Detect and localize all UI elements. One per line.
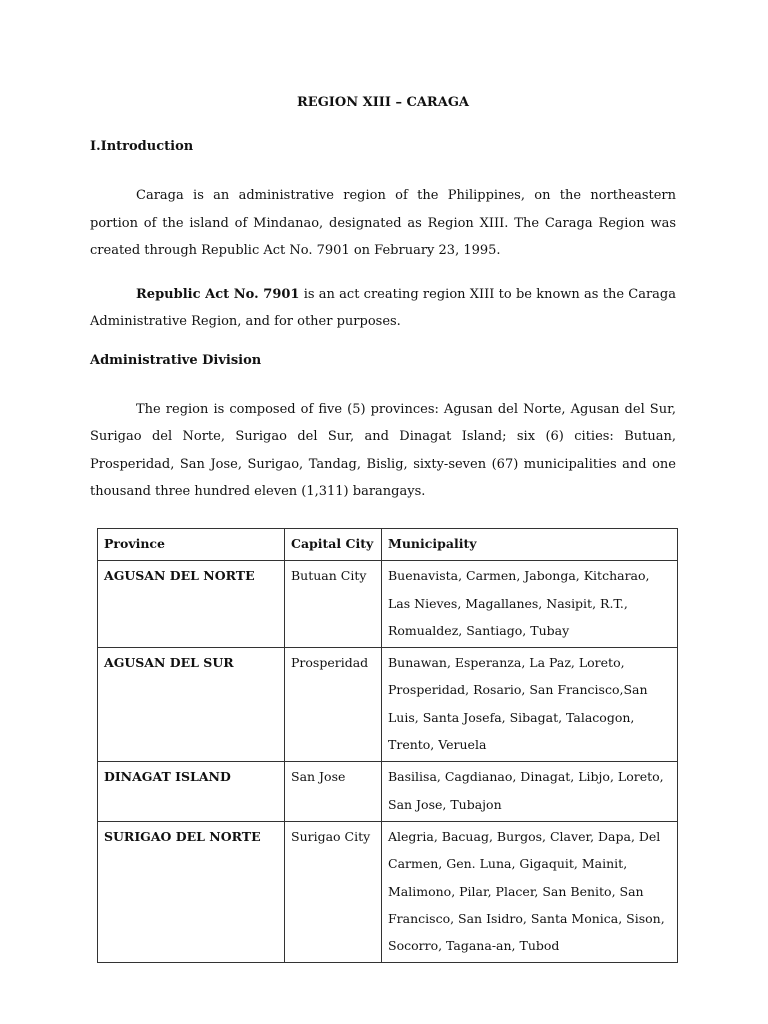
cell-province: DINAGAT ISLAND (98, 762, 285, 822)
table-row (98, 821, 678, 962)
cell-province: AGUSAN DEL SUR (98, 648, 285, 762)
cell-province: SURIGAO DEL NORTE (98, 821, 285, 962)
table-row (98, 561, 678, 648)
paragraph-administrative-division: The region is composed of five (5) provinces: Agusan del Norte, Agusan del Sur, Surigao del Norte, Surigao del Sur, and Dinagat Island; six (6) cities: Butuan, Prosperidad, San Jose, Surigao, Tandag, Bislig, sixty-seven (67) municipalities and one thousand three hundred eleven (1,311) barangays. (90, 401, 676, 499)
section-heading-introduction: I.Introduction (90, 139, 194, 154)
cell-municipalities: Basilisa, Cagdianao, Dinagat, Libjo, Loreto, San Jose, Tubajon (382, 762, 678, 822)
cell-municipalities: Buenavista, Carmen, Jabonga, Kitcharao, Las Nieves, Magallanes, Nasipit, R.T., Romualdez, Santiago, Tubay (382, 561, 678, 648)
table-row (98, 648, 678, 762)
republic-act-text: is an act creating region XIII to be known as the Caraga Administrative Region, and for other purposes. (90, 286, 676, 329)
table-header-row (98, 529, 678, 561)
province-table (97, 528, 678, 963)
header-municipality: Municipality (382, 529, 678, 561)
header-province: Province (98, 529, 285, 561)
cell-capital: Prosperidad (285, 648, 382, 762)
cell-province: AGUSAN DEL NORTE (98, 561, 285, 648)
republic-act-bold: Republic Act No. 7901 (136, 286, 300, 302)
paragraph-intro: Caraga is an administrative region of the Philippines, on the northeastern portion of the island of Mindanao, designated as Region XIII. The Caraga Region was created through Republic Act No. 7901 on February 23, 1995. (90, 188, 676, 258)
cell-municipalities: Bunawan, Esperanza, La Paz, Loreto, Prosperidad, Rosario, San Francisco,San Luis, Santa Josefa, Sibagat, Talacogon, Trento, Veruela (382, 648, 678, 762)
cell-capital: Butuan City (285, 561, 382, 648)
document-body (90, 94, 676, 522)
section-heading-administrative-division: Administrative Division (90, 352, 262, 368)
table-row (98, 762, 678, 822)
paragraph-republic-act (90, 281, 676, 336)
cell-municipalities: Alegria, Bacuag, Burgos, Claver, Dapa, Del Carmen, Gen. Luna, Gigaquit, Mainit, Malimono, Pilar, Placer, San Benito, San Francisco, San Isidro, Santa Monica, Sison, Socorro, Tagana-an, Tubod (382, 821, 678, 962)
cell-capital: Surigao City (285, 821, 382, 962)
header-capital-city: Capital City (285, 529, 382, 561)
cell-capital: San Jose (285, 762, 382, 822)
document-title: REGION XIII – CARAGA (296, 95, 470, 110)
